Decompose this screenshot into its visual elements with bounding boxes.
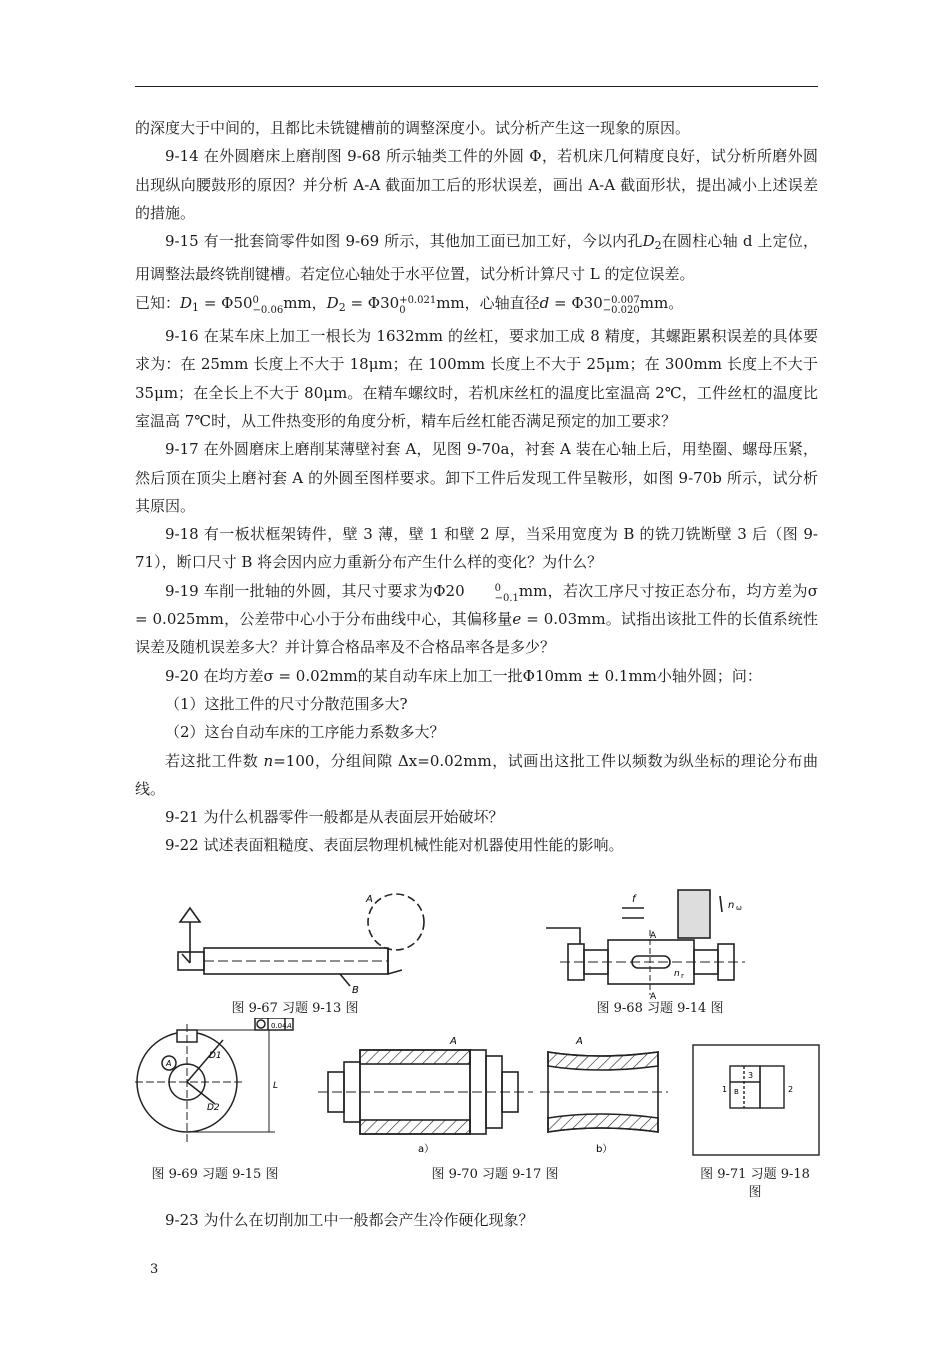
- label-b: b）: [596, 1144, 613, 1155]
- tolerance-ref: A: [287, 1022, 292, 1030]
- label-2: 2: [788, 1085, 794, 1094]
- problem-9-21: 9-21 为什么机器零件一般都是从表面层开始破坏？: [165, 808, 504, 827]
- figure-9-70: [318, 1032, 673, 1157]
- figure-9-69: [135, 1018, 300, 1158]
- problem-9-14: 9-14 在外圆磨床上磨削图 9-68 所示轴类工件的外圆 Φ，若机床几何精度良好，试分析所磨外圆出现纵向腰鼓形的原因？并分析 A-A 截面加工后的形状误差，画出 A-A 截面形状，提出减小上述误差的措施。: [135, 147, 818, 222]
- figure-9-71: [692, 1044, 820, 1156]
- page-text: [135, 114, 818, 860]
- problem-9-23: 9-23 为什么在切削加工中一般都会产生冷作硬化现象？: [165, 1211, 534, 1229]
- figure-9-67: [170, 890, 440, 995]
- label-nw: n: [728, 900, 735, 911]
- problem-9-15: 9-15 有一批套筒零件如图 9-69 所示，其他加工面已加工好，今以内孔$D_2$在圆柱心轴 d 上定位，用调整法最终铣削键槽。若定位心轴处于水平位置，试分析计算尺寸 L 的定位误差。: [135, 232, 818, 284]
- caption-9-68: 图 9-68 习题 9-14 图: [596, 1001, 724, 1016]
- caption-9-67: 图 9-67 习题 9-13 图: [231, 1001, 359, 1016]
- tolerance-shaft: 0 −0.1: [494, 582, 519, 604]
- svg-text:r: r: [681, 972, 684, 980]
- section-label-A: A: [650, 931, 657, 941]
- label-f: f: [632, 894, 636, 905]
- problem-9-22: 9-22 试述表面粗糙度、表面层物理机械性能对机器使用性能的影响。: [165, 836, 624, 855]
- tolerance-d1: 0 −0.06: [252, 294, 284, 316]
- label-nr: n: [674, 969, 680, 979]
- label-B: B: [352, 985, 359, 995]
- label-D1: D1: [209, 1051, 222, 1061]
- problem-9-15-given: 已知：$D_1 = \Phi 50$ 0 −0.06 mm，$D_2 = \Phi 30$ +0.021 0 mm，心轴直径d = Φ30 −0.007 −0.020 mm。: [135, 293, 684, 316]
- tolerance-value: 0.04: [271, 1022, 287, 1030]
- triangle-marker: [180, 908, 200, 922]
- svg-text:ω: ω: [736, 904, 742, 912]
- caption-9-69: 图 9-69 习题 9-15 图: [151, 1167, 279, 1182]
- datum-A: A: [166, 1059, 172, 1068]
- label-A-a: A: [450, 1036, 457, 1047]
- caption-9-70: 图 9-70 习题 9-17 图: [431, 1167, 559, 1182]
- label-B-cut: B: [734, 1088, 739, 1096]
- problem-9-18: 9-18 有一板状框架铸件，壁 3 薄，壁 1 和壁 2 厚，当采用宽度为 B 的铣刀铣断壁 3 后（图 9-71），断口尺寸 B 将会因内应力重新分布产生什么样的变化？为什么？: [135, 525, 818, 572]
- section-label-A-bottom: A: [650, 992, 657, 1000]
- paragraph-continuation: 的深度大于中间的，且都比未铣键槽前的调整深度小。试分析产生这一现象的原因。: [135, 119, 691, 137]
- label-A: A: [366, 894, 373, 905]
- label-1: 1: [722, 1085, 728, 1094]
- problem-9-16: 9-16 在某车床上加工一根长为 1632mm 的丝杠，要求加工成 8 精度，其螺距累积误差的具体要求为：在 25mm 长度上不大于 18μm；在 100mm 长度上不大于 25μm；在 300mm 长度上不大于 35μm；在全长上不大于 80μm。在精车螺纹时，若机床丝杠的温度比室温高 2℃，工件丝杠的温度比室温高 7℃时，从工件热变形的角度分析，精车后丝杠能否满足预定的加工要求？: [135, 327, 818, 430]
- problem-9-20: 9-20 在均方差σ = 0.02mm的某自动车床上加工一批Φ10mm ± 0.1mm小轴外圆；问：: [165, 666, 762, 685]
- problem-9-20-q2: （2）这台自动车床的工序能力系数多大？: [165, 723, 445, 742]
- label-D2: D2: [207, 1103, 220, 1113]
- label-a: a）: [418, 1144, 435, 1155]
- label-L: L: [273, 1081, 279, 1091]
- label-3: 3: [748, 1071, 754, 1080]
- final-text: [135, 1206, 818, 1234]
- figure-9-68: [540, 880, 770, 1000]
- tolerance-d: −0.007 −0.020: [602, 294, 640, 316]
- problem-9-17: 9-17 在外圆磨床上磨削某薄壁衬套 A，见图 9-70a，衬套 A 装在心轴上后，用垫圈、螺母压紧，然后顶在顶尖上磨衬套 A 的外圆至图样要求。卸下工件后发现工件呈鞍形，如图 9-70b 所示，试分析其原因。: [135, 440, 818, 515]
- problem-9-19: 9-19 车削一批轴的外圆，其尺寸要求为Φ20 0 −0.1 mm，若次工序尺寸按正态分布，均方差为σ = 0.025mm，公差带中心小于分布曲线中心，其偏移量e = 0.03mm。试指出该批工件的长值系统性误差及随机误差多大？并计算合格品率及不合格品率各是多少？: [135, 581, 818, 657]
- tolerance-d2: +0.021 0: [399, 294, 437, 316]
- dashed-circle: [368, 894, 424, 950]
- problem-9-20-q1: （1）这批工件的尺寸分散范围多大?: [165, 694, 408, 713]
- header-rule: [135, 86, 818, 87]
- problem-9-20-extra: 若这批工件数 n=100，分组间隙 Δx=0.02mm，试画出这批工件以频数为纵坐标的理论分布曲线。: [135, 751, 818, 798]
- caption-9-71: 图 9-71 习题 9-18 图: [700, 1167, 810, 1200]
- label-A-b: A: [576, 1036, 583, 1047]
- page-number: 3: [150, 1262, 159, 1277]
